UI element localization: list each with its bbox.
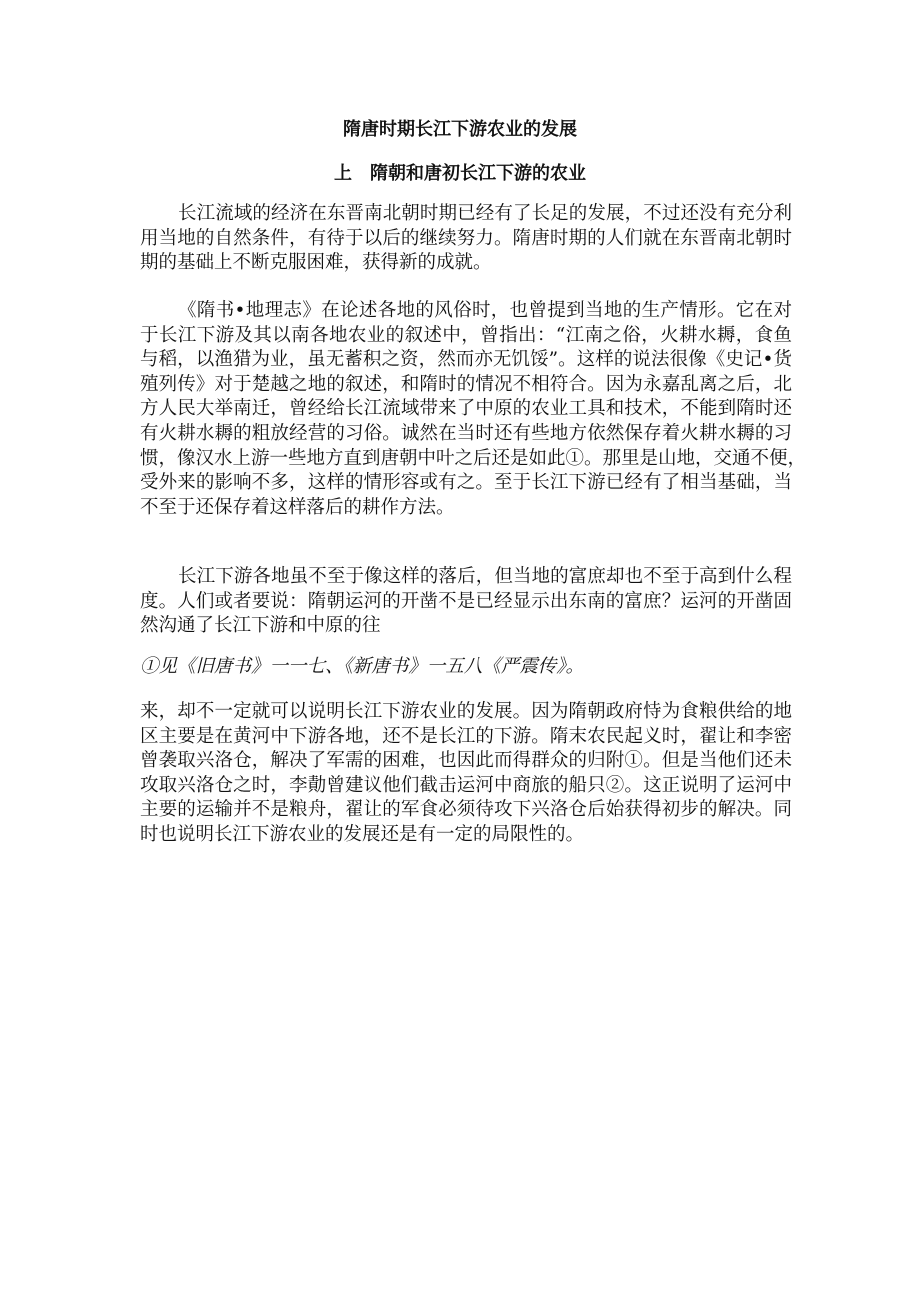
text-line: 殖列传》对于楚越之地的叙述，和隋时的情况不相符合。因为永嘉乱离之后，北: [140, 373, 792, 395]
footnote-text: ①见《旧唐书》一一七、《新唐书》一五八《严震传》。: [140, 656, 585, 677]
paragraph-2: [140, 299, 807, 520]
text-line: 期的基础上不断克服困难，获得新的成就。: [140, 252, 492, 274]
text-line: 有火耕水耨的粗放经营的习俗。诚然在当时还有些地方依然保存着火耕水耨的习: [140, 422, 792, 444]
text-line: 惯，像汉水上游一些地方直到唐朝中叶之后还是如此①。那里是山地，交通不便，: [140, 447, 807, 469]
text-line: 于长江下游及其以南各地农业的叙述中，曾指出：“江南之俗，火耕水耨，食鱼: [140, 324, 792, 346]
text-line: 时也说明长江下游农业的发展还是有一定的局限性的。: [140, 823, 585, 845]
text-line: 《隋书•地理志》在论述各地的风俗时，也曾提到当地的生产情形。它在对: [178, 300, 792, 321]
text-line: 攻取兴洛仓之时，李勣曾建议他们截击运河中商旅的船只②。这正说明了运河中: [140, 774, 792, 796]
text-line: 与稻，以渔猎为业，虽无蓄积之资，然而亦无饥馁”。这样的说法很像《史记•货: [140, 349, 792, 371]
text-line: 区主要是在黄河中下游各地，还不是长江的下游。隋末农民起义时，翟让和李密: [140, 725, 792, 747]
text-line: 主要的运输并不是粮舟，翟让的军食必须待攻下兴洛仓后始获得初步的解决。同: [140, 799, 792, 821]
text-line: 长江流域的经济在东晋南北朝时期已经有了长足的发展，不过还没有充分利: [178, 203, 792, 224]
section-heading: 上 隋朝和唐初长江下游的农业: [334, 163, 586, 184]
text-line: 然沟通了长江下游和中原的往: [140, 615, 381, 637]
paragraph-3: [140, 565, 792, 639]
text-line: 长江下游各地虽不至于像这样的落后，但当地的富庶却也不至于高到什么程: [178, 566, 792, 587]
text-line: 受外来的影响不多，这样的情形容或有之。至于长江下游已经有了相当基础，当: [140, 472, 792, 494]
footnote: [140, 655, 792, 680]
paragraph-1: [140, 202, 792, 276]
text-line: 不至于还保存着这样落后的耕作方法。: [140, 496, 455, 518]
text-line: 来，却不一定就可以说明长江下游农业的发展。因为隋朝政府恃为食粮供给的地: [140, 701, 792, 722]
text-line: 度。人们或者要说：隋朝运河的开凿不是已经显示出东南的富庶？运河的开凿固: [140, 590, 792, 612]
paragraph-4: [140, 700, 792, 848]
text-line: 用当地的自然条件，有待于以后的继续努力。隋唐时期的人们就在东晋南北朝时: [140, 227, 792, 249]
document-title: 隋唐时期长江下游农业的发展: [343, 119, 577, 140]
text-line: 方人民大举南迁，曾经给长江流域带来了中原的农业工具和技术，不能到隋时还: [140, 398, 792, 420]
text-line: 曾袭取兴洛仓，解决了军需的困难，也因此而得群众的归附①。但是当他们还未: [140, 750, 792, 772]
